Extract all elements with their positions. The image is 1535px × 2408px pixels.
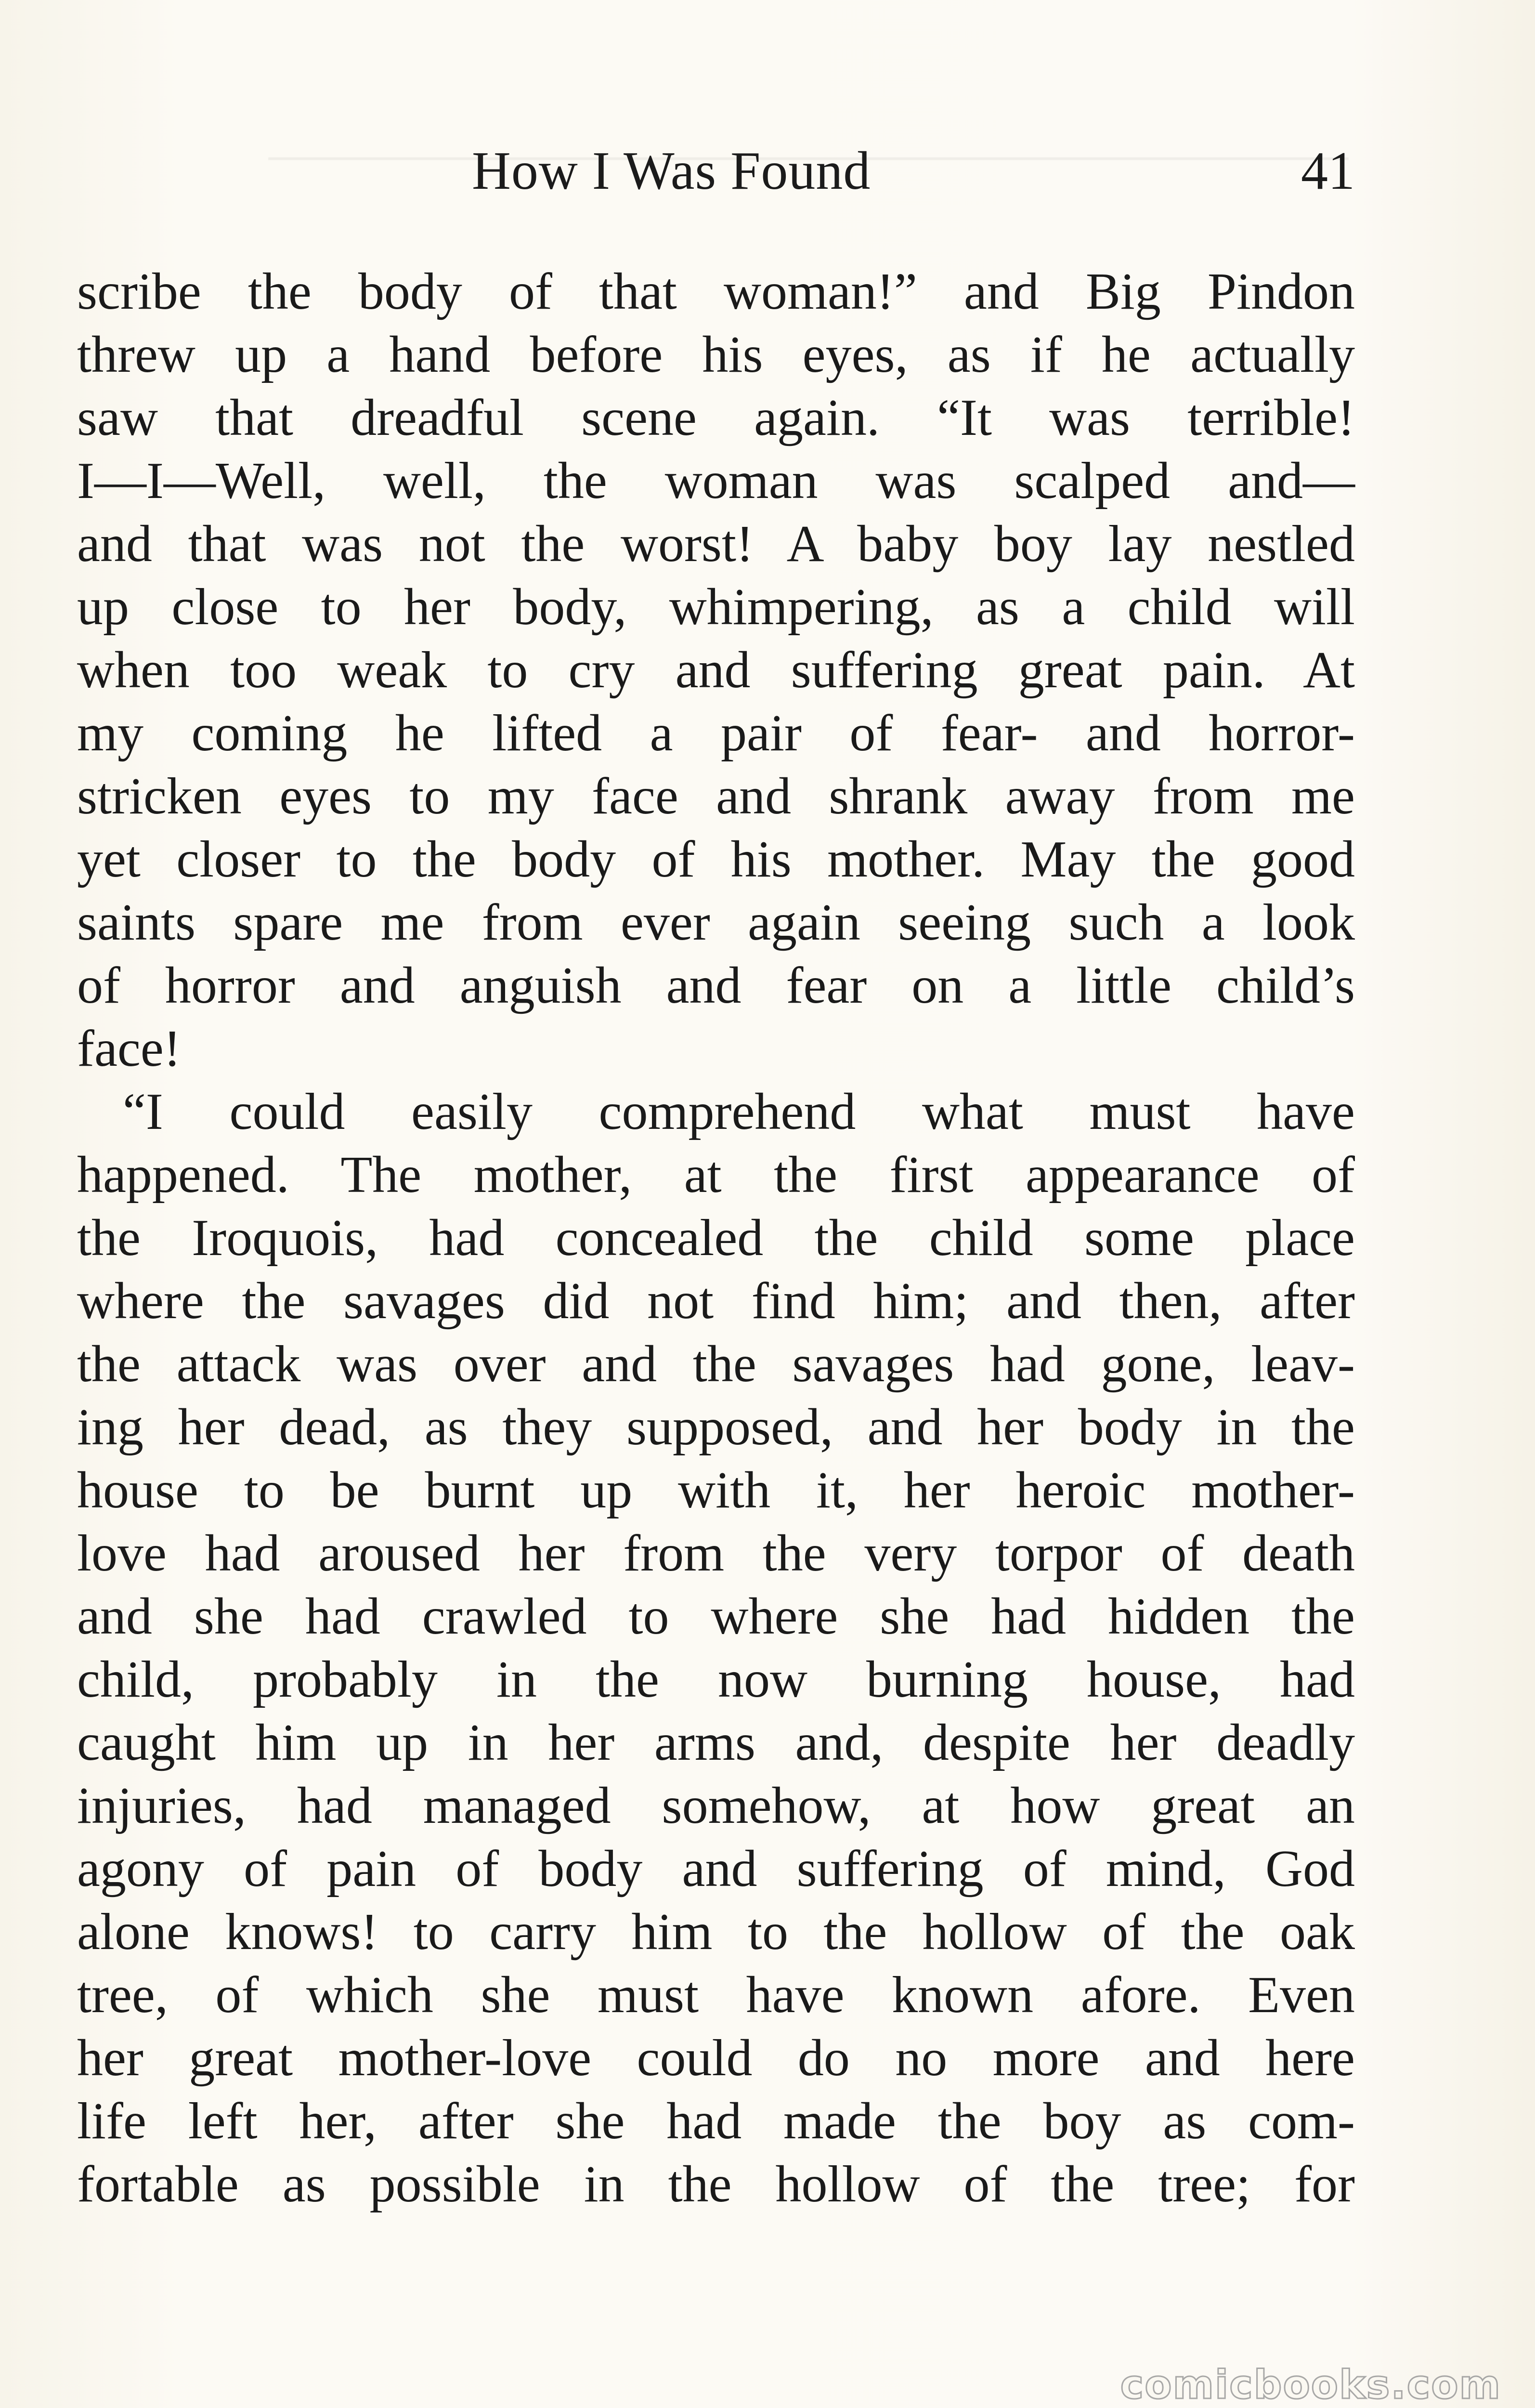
text-line: threw up a hand before his eyes, as if he actually [77, 326, 1355, 383]
running-head [77, 132, 1355, 209]
text-line: ing her dead, as they supposed, and her body in the [77, 1399, 1355, 1456]
text-line: saints spare me from ever again seeing such a look [77, 894, 1355, 951]
text-line: where the savages did not find him; and then, after [77, 1272, 1355, 1330]
text-line: alone knows! to carry him to the hollow of the oak [77, 1903, 1355, 1961]
text-line: stricken eyes to my face and shrank away from me [77, 768, 1355, 825]
text-line: up close to her body, whimpering, as a child will [77, 578, 1355, 636]
text-line: the attack was over and the savages had gone, leav- [77, 1335, 1355, 1393]
text-line: and that was not the worst! A baby boy lay nestled [77, 515, 1355, 573]
running-title: How I Was Found [472, 141, 871, 201]
text-line: tree, of which she must have known afore. Even [77, 1966, 1355, 2024]
text-line: the Iroquois, had concealed the child some place [77, 1209, 1355, 1267]
text-line: house to be burnt up with it, her heroic mother- [77, 1462, 1355, 1519]
text-line: agony of pain of body and suffering of mind, God [77, 1840, 1355, 1898]
text-line: yet closer to the body of his mother. May the good [77, 831, 1355, 888]
text-line: injuries, had managed somehow, at how great an [77, 1777, 1355, 1834]
text-line: her great mother-love could do no more and here [77, 2029, 1355, 2087]
text-line: my coming he lifted a pair of fear- and horror- [77, 705, 1355, 762]
text-line: life left her, after she had made the boy as com- [77, 2093, 1355, 2150]
watermark: comicbooks.com [1120, 2362, 1501, 2408]
text-line: child, probably in the now burning house, had [77, 1651, 1355, 1708]
text-line: love had aroused her from the very torpor of death [77, 1525, 1355, 1582]
text-line: caught him up in her arms and, despite her deadly [77, 1714, 1355, 1771]
text-line: and she had crawled to where she had hidden the [77, 1588, 1355, 1645]
paragraph-start-line: “I could easily comprehend what must have [123, 1083, 1355, 1140]
text-line: scribe the body of that woman!” and Big Pindon [77, 263, 1355, 320]
body-text [77, 260, 1355, 2216]
page-number: 41 [1301, 141, 1355, 201]
text-line: of horror and anguish and fear on a little child’s [77, 957, 1355, 1014]
text-line: happened. The mother, at the first appearance of [77, 1146, 1355, 1204]
text-line: face! [77, 1020, 181, 1077]
text-line: I—I—Well, well, the woman was scalped and— [77, 452, 1355, 510]
text-line: saw that dreadful scene again. “It was terrible! [77, 389, 1355, 446]
text-line: fortable as possible in the hollow of the tree; for [77, 2156, 1355, 2213]
text-line: when too weak to cry and suffering great pain. At [77, 641, 1355, 699]
